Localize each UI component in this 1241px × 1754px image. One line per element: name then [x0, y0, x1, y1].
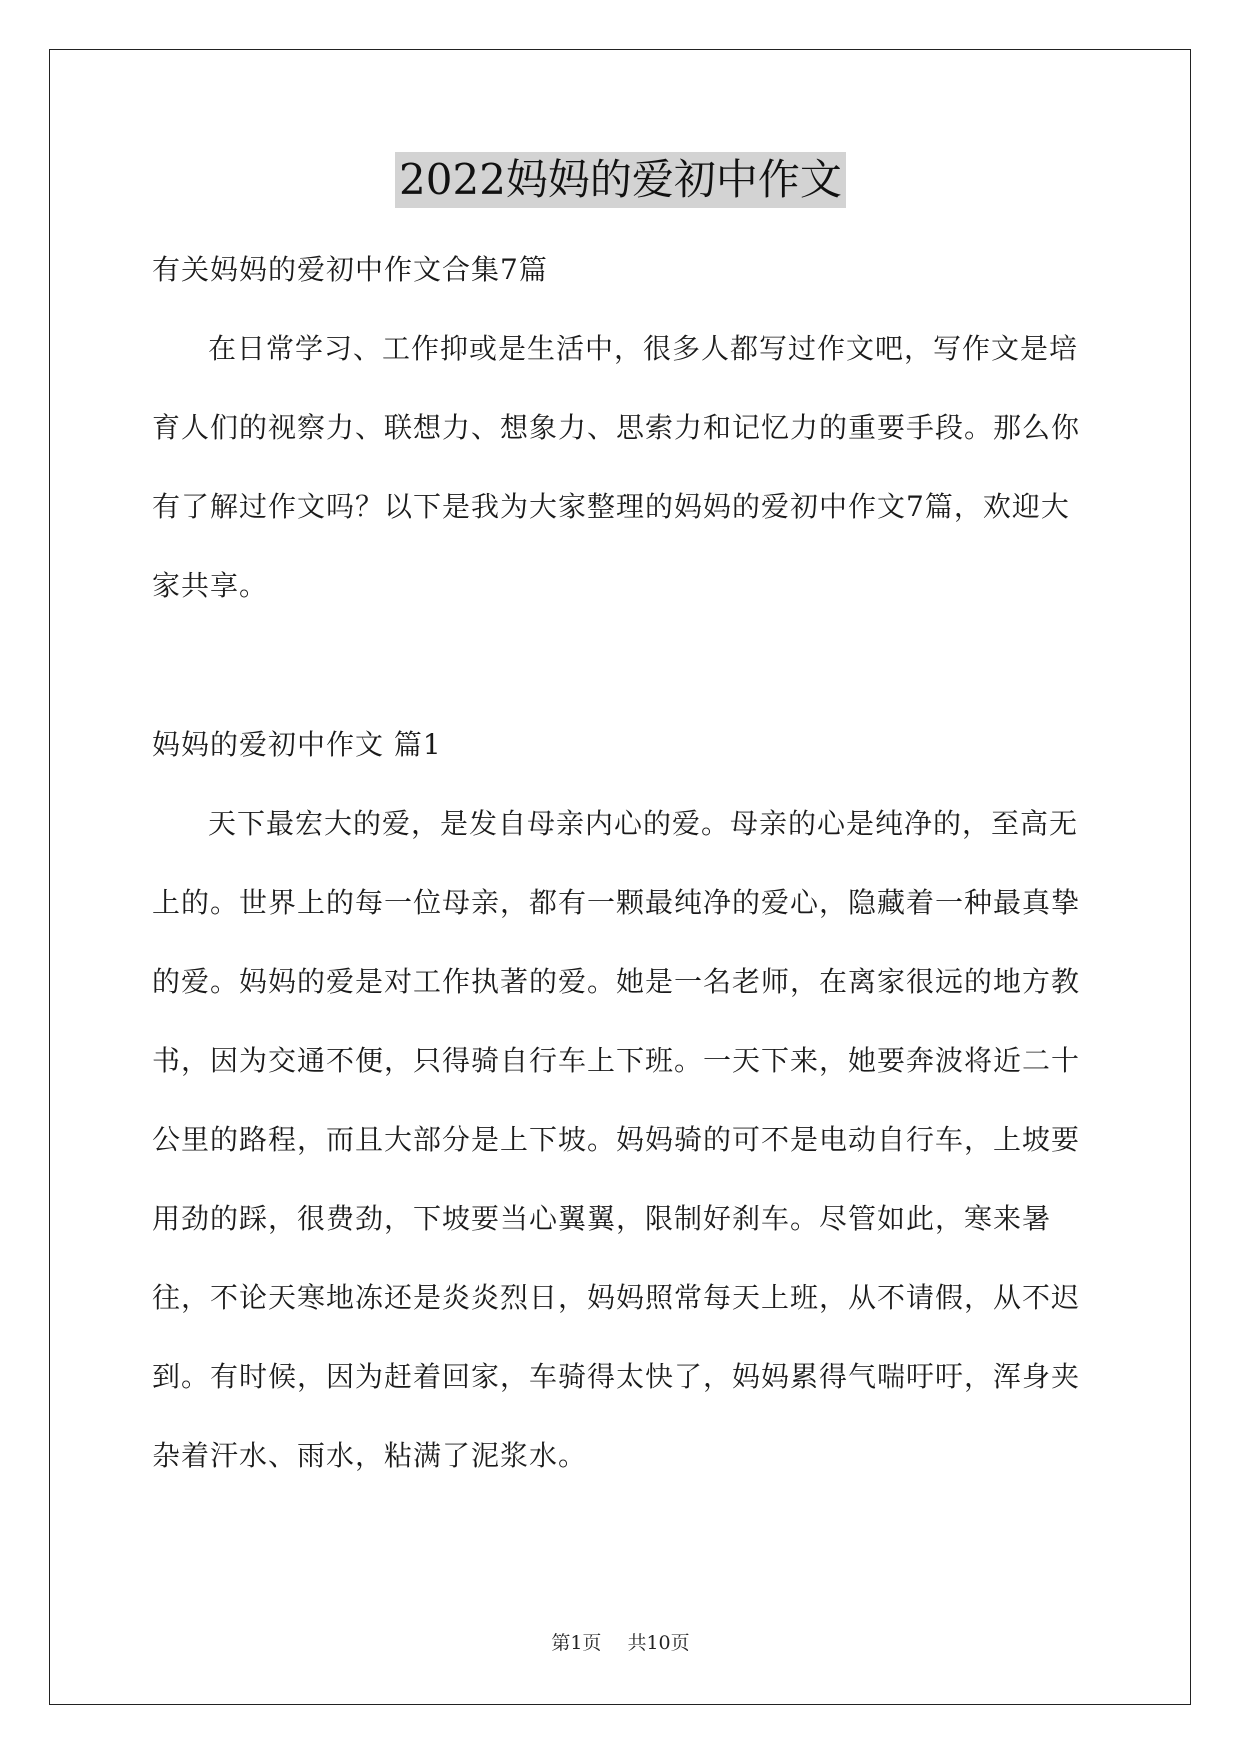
- page-number-current: 第1页: [551, 1632, 602, 1654]
- page-number-total: 共10页: [627, 1632, 690, 1654]
- section-paragraph: 天下最宏大的爱，是发自母亲内心的爱。母亲的心是纯净的，至高无上的。世界上的每一位母亲，都有一颗最纯净的爱心，隐藏着一种最真挚的爱。妈妈的爱是对工作执著的爱。她是一名老师，在离家很远的地方教书，因为交通不便，只得骑自行车上下班。一天下来，她要奔波将近二十公里的路程，而且大部分是上下坡。妈妈骑的可不是电动自行车，上坡要用劲的踩，很费劲，下坡要当心翼翼，限制好刹车。尽管如此，寒来暑往，不论天寒地冻还是炎炎烈日，妈妈照常每天上班，从不请假，从不迟到。有时候，因为赶着回家，车骑得太快了，妈妈累得气喘吁吁，浑身夹杂着汗水、雨水，粘满了泥浆水。: [152, 807, 1081, 1472]
- page-footer: [0, 1628, 1241, 1655]
- document-subtitle: 有关妈妈的爱初中作文合集7篇: [152, 253, 548, 286]
- intro-paragraph: 在日常学习、工作抑或是生活中，很多人都写过作文吧，写作文是培育人们的视察力、联想力、想象力、思索力和记忆力的重要手段。那么你有了解过作文吗？以下是我为大家整理的妈妈的爱初中作文7篇，欢迎大家共享。: [152, 332, 1081, 602]
- section-heading: 妈妈的爱初中作文 篇1: [152, 728, 442, 761]
- document-title: 2022妈妈的爱初中作文: [395, 152, 846, 208]
- document-body: [152, 230, 1092, 1495]
- title-container: [0, 152, 1241, 208]
